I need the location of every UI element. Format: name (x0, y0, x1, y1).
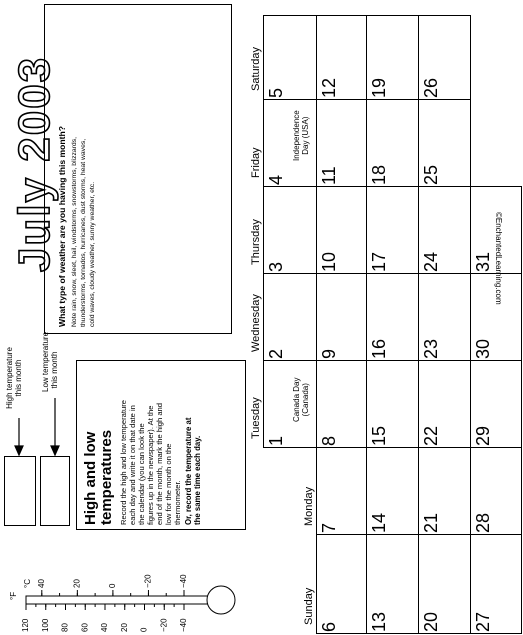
day-number: 31 (473, 251, 493, 272)
weekday-label-wednesday: Wednesday (250, 294, 262, 352)
fahrenheit-tick-label: 20 (119, 623, 129, 632)
weekday-label-sunday: Sunday (303, 587, 315, 625)
celsius-tick-label: −20 (143, 574, 153, 588)
fahrenheit-tick-label: 80 (60, 623, 70, 632)
fahrenheit-tick-label: −20 (159, 618, 169, 632)
high-low-text-line: low for the month on the (164, 443, 173, 525)
fahrenheit-tick-label: 120 (21, 618, 30, 632)
holiday-label: Canada Day (Canada) (292, 377, 310, 422)
weather-note-line: Note rain, snow, sleet, hail, windstorms, snowstorms, blizzards, (71, 136, 78, 327)
fahrenheit-tick-label: 100 (40, 618, 50, 632)
day-number: 1 (266, 435, 286, 446)
day-number: 26 (421, 77, 441, 98)
high-low-bold-line: the same time each day. (193, 435, 202, 525)
day-number: 14 (369, 512, 389, 533)
high-low-text-line: each day and write it on that date in (128, 405, 137, 525)
day-number: 11 (319, 166, 339, 185)
high-temp-label: High temperature this month (5, 347, 23, 409)
high-low-title-line: High and low (82, 431, 99, 525)
day-number: 24 (421, 251, 441, 272)
fahrenheit-tick-label: −40 (179, 618, 188, 632)
thermometer-tube (26, 596, 208, 604)
high-low-text-line: end of the month, mark the high and (155, 402, 164, 525)
day-number: 22 (421, 425, 441, 446)
high-low-text-line: thermometer. (173, 480, 182, 525)
celsius-tick-label: −40 (179, 574, 188, 588)
fahrenheit-tick-label: 0 (139, 627, 149, 632)
weekday-label-saturday: Saturday (250, 46, 262, 91)
high-low-title-line: temperatures (98, 429, 115, 525)
day-number: 5 (266, 87, 286, 98)
weather-question: What type of weather are you having this month? (57, 125, 67, 327)
day-number: 2 (266, 348, 286, 359)
day-number: 4 (266, 174, 286, 185)
day-number: 25 (421, 164, 441, 185)
day-number: 18 (369, 164, 389, 185)
celsius-tick-label: 40 (36, 579, 46, 588)
day-number: 20 (421, 611, 441, 632)
day-number: 6 (319, 621, 339, 632)
celsius-unit: °C (23, 579, 32, 588)
fahrenheit-tick-label: 60 (80, 623, 90, 632)
day-number: 23 (421, 338, 441, 359)
fahrenheit-tick-label: 40 (100, 623, 109, 632)
day-number: 10 (319, 251, 339, 272)
day-number: 15 (369, 425, 389, 446)
day-number: 3 (266, 261, 286, 272)
day-number: 29 (473, 425, 493, 446)
weekday-label-friday: Friday (250, 147, 262, 178)
high-low-bold-line: Or, record the temperature at (184, 417, 193, 525)
high-low-text-line: figures up in the newspaper). At the (146, 405, 155, 525)
copyright: ©EnchantedLearning.com (494, 212, 503, 305)
day-number: 21 (421, 512, 441, 533)
day-number: 16 (369, 338, 389, 359)
weekday-label-thursday: Thursday (250, 219, 262, 265)
holiday-label: Independence Day (USA) (292, 110, 310, 161)
weather-note-line: thunderstorms, tornados, hurricanes, dust storms, heat waves, (80, 138, 87, 327)
day-number: 17 (369, 251, 389, 272)
weekday-label-monday: Monday (303, 486, 315, 526)
day-number: 7 (319, 522, 339, 533)
thermometer-bulb-icon (207, 586, 235, 614)
day-number: 9 (319, 348, 339, 359)
day-number: 13 (369, 611, 389, 632)
day-number: 30 (473, 338, 493, 359)
day-number: 12 (319, 77, 339, 98)
day-number: 8 (319, 435, 339, 446)
celsius-tick-label: 20 (72, 579, 82, 588)
month-title: July 2003 (10, 55, 59, 272)
weather-note-line: cold waves, cloudy weather, sunny weather, etc. (89, 181, 96, 327)
day-number: 28 (473, 512, 493, 533)
low-temp-label: Low temperature this month (41, 331, 59, 392)
high-low-text-line: Record the high and low temperature (119, 400, 128, 525)
day-number: 27 (473, 611, 493, 632)
weekday-label-tuesday: Tuesday (250, 397, 262, 439)
fahrenheit-unit: °F (9, 591, 18, 600)
celsius-tick-label: 0 (107, 583, 117, 588)
high-low-text-line: the calendar (you can look the (137, 423, 146, 525)
day-number: 19 (369, 77, 389, 98)
